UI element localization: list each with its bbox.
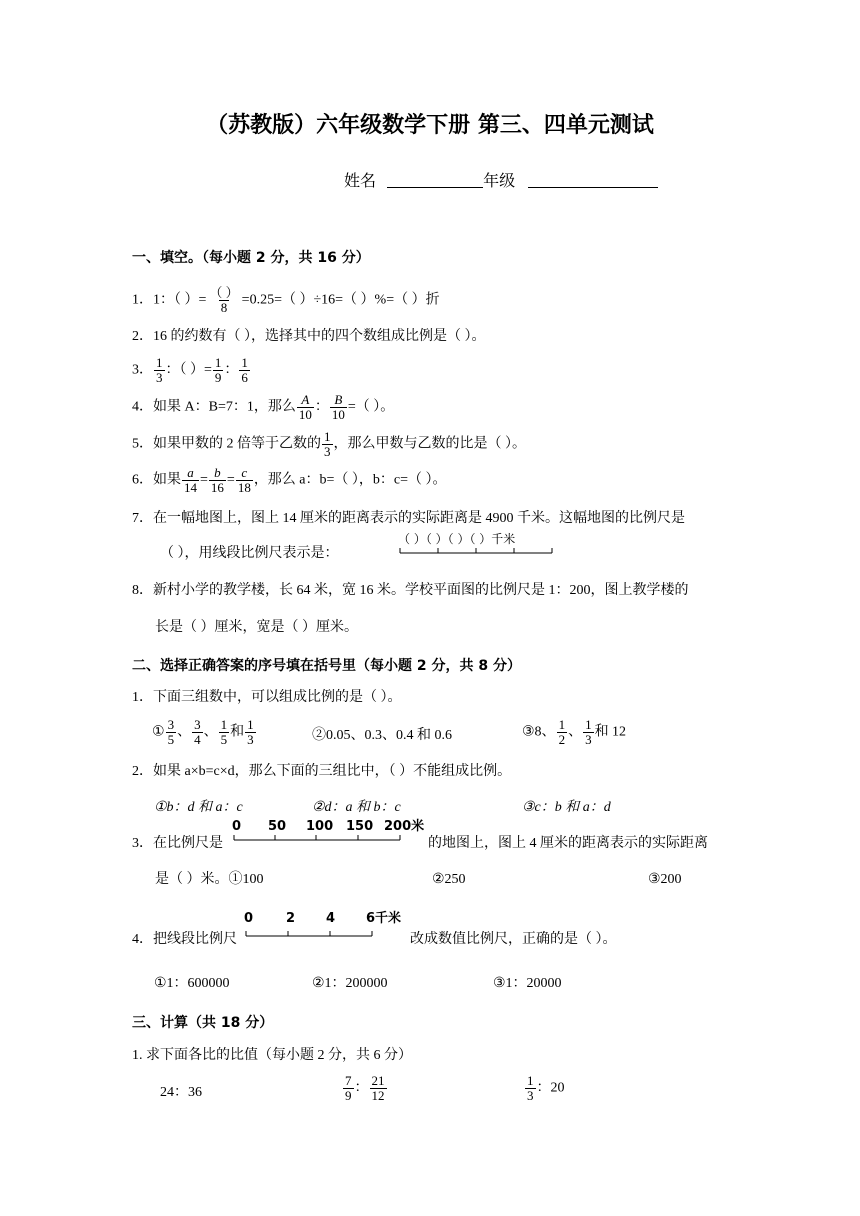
s2-q4-option-3: ③1：20000: [493, 976, 562, 991]
s3-expression-3: $\frac{1}{3}$ ：20: [527, 1073, 565, 1103]
s1-question-8-line2: 长是（ ）厘米，宽是（ ）厘米。: [155, 620, 358, 635]
s2-question-4-b: 改成数值比例尺，正确的是（ ）。: [410, 932, 617, 947]
s2-question-3-a: 3．在比例尺是: [132, 836, 223, 851]
fraction: $\frac{c}{18}$: [237, 465, 251, 495]
fraction: $\frac{3}{4}$: [194, 717, 201, 747]
s2-q3-option-3: ③200: [648, 872, 682, 887]
s2-q1-option-2: ②0.05、0.3、0.4 和 0.6: [312, 728, 452, 743]
s1-question-6: 6．如果 $\frac{a}{14}$ = $\frac{b}{16}$ = $\frac{c}{18}$ ，那么 a：b=（ ），b：c=（ ）。: [132, 465, 447, 495]
q3-scale-label-3: 150: [346, 819, 374, 834]
s1-question-5: 5．如果甲数的 2 倍等于乙数的 $\frac{1}{3}$ ，那么甲数与乙数的比是（ ）。: [132, 429, 526, 459]
s1-question-7-line1: 7．在一幅地图上，图上 14 厘米的距离表示的实际距离是 4900 千米。这幅地图的比例尺是: [132, 511, 685, 526]
s2-question-3-line2: 是（ ）米。①100: [155, 872, 264, 887]
q4-scale-label-1: 2: [286, 911, 296, 926]
name-grade-line: [344, 168, 658, 191]
s2-q1-option-3: ③8、 $\frac{1}{2}$ 、 $\frac{1}{3}$ 和 12: [522, 717, 627, 747]
q7-scale-labels: （ ）（ ）（ ）（ ）千米: [398, 532, 516, 546]
s1-question-4: 4．如果 A：B=7：1，那么 $\frac{A}{10}$ ： $\frac{B}{10}$ =（ ）。: [132, 392, 395, 422]
fraction: $\frac{1}{3}$: [527, 1073, 534, 1103]
fraction: $\frac{1}{6}$: [241, 355, 248, 385]
s2-q3-option-2: ②250: [432, 872, 466, 887]
fraction: $\frac{1}{3}$: [324, 429, 331, 459]
q7-scale-line: [398, 547, 558, 557]
q4-scale-label-2: 4: [326, 911, 336, 926]
fraction: $\frac{b}{16}$: [210, 465, 224, 495]
s1-question-7-line2: （ ），用线段比例尺表示是：: [160, 546, 339, 561]
name-field[interactable]: [387, 173, 483, 188]
s2-question-3-b: 的地图上，图上 4 厘米的距离表示的实际距离: [428, 836, 708, 851]
s2-question-2: 2．如果 a×b=c×d，那么下面的三组比中，（ ）不能组成比例。: [132, 764, 512, 779]
s2-q2-option-1: ①b：d 和 a：c: [154, 800, 243, 815]
section2-heading: 二、选择正确答案的序号填在括号里（每小题 2 分，共 8 分）: [132, 658, 521, 674]
q4-scale-label-3: 6千米: [366, 911, 402, 926]
section1-heading: 一、填空。（每小题 2 分，共 16 分）: [132, 250, 370, 266]
q3-scale-label-4: 200米: [384, 819, 425, 834]
fraction: $\frac{A}{10}$: [298, 392, 312, 422]
s2-q4-option-1: ①1：600000: [154, 976, 230, 991]
fraction: $\frac{3}{5}$: [167, 717, 175, 747]
section3-heading: 三、计算（共 18 分）: [132, 1015, 274, 1031]
fraction: $\frac{1}{2}$: [558, 717, 566, 747]
fraction: $\frac{1}{3}$: [156, 355, 163, 385]
s1-question-2: 2．16 的约数有（ ），选择其中的四个数组成比例是（ ）。: [132, 329, 486, 344]
grade-field[interactable]: [528, 173, 658, 188]
s3-subheading-1: 1. 求下面各比的比值（每小题 2 分，共 6 分）: [132, 1048, 412, 1063]
s1-question-3: 3． $\frac{1}{3}$ ：（ ）= $\frac{1}{9}$ ： $\frac{1}{6}$: [132, 355, 248, 385]
q3-scale-label-2: 100: [306, 819, 334, 834]
fraction: $\frac{B}{10}$: [331, 392, 345, 422]
fraction: $\frac{1}{5}$: [220, 717, 228, 747]
s2-q2-option-3: ③c：b 和 a：d: [522, 800, 611, 815]
fraction: $\frac{21}{12}$: [371, 1073, 385, 1103]
fraction: $\frac{7}{9}$: [345, 1073, 352, 1103]
s1-question-1: 1．1：（ ）= $\frac{( )}{8}$ =0.25=（ ）÷16=（ ）%=（ ）折: [132, 285, 440, 315]
q4-scale-bar: [240, 908, 420, 942]
fraction: $\frac{1}{3}$: [585, 717, 592, 747]
s2-q4-option-2: ②1：200000: [312, 976, 388, 991]
s2-question-1: 1．下面三组数中，可以组成比例的是（ ）。: [132, 690, 402, 705]
grade-label: 年级: [483, 171, 516, 190]
page-title: （苏教版）六年级数学下册 第三、四单元测试: [206, 113, 654, 138]
q3-scale-label-1: 50: [268, 819, 287, 834]
q4-scale-label-0: 0: [244, 911, 254, 926]
s2-question-4-a: 4．把线段比例尺: [132, 932, 237, 947]
s2-q1-option-1: ① $\frac{3}{5}$ 、 $\frac{3}{4}$ 、 $\frac{1}{5}$ 和 $\frac{1}{3}$: [152, 717, 254, 747]
q3-scale-bar: [230, 816, 430, 846]
s1-question-8-line1: 8．新村小学的教学楼，长 64 米，宽 16 米。学校平面图的比例尺是 1：200，图上教学楼的: [132, 583, 689, 598]
fraction: $\frac{1}{3}$: [247, 717, 254, 747]
s2-q2-option-2: ②d：a 和 b：c: [312, 800, 401, 815]
fraction: $\frac{( )}{8}$: [209, 285, 239, 315]
s3-expression-1: 24：36: [160, 1085, 202, 1100]
s3-expression-2: $\frac{7}{9}$ ： $\frac{21}{12}$: [345, 1073, 385, 1103]
name-label: 姓名: [344, 171, 377, 190]
q7-scale-bar: [398, 530, 598, 560]
fraction: $\frac{1}{9}$: [214, 355, 222, 385]
fraction: $\frac{a}{14}$: [184, 465, 197, 495]
q3-scale-label-0: 0: [232, 819, 242, 834]
